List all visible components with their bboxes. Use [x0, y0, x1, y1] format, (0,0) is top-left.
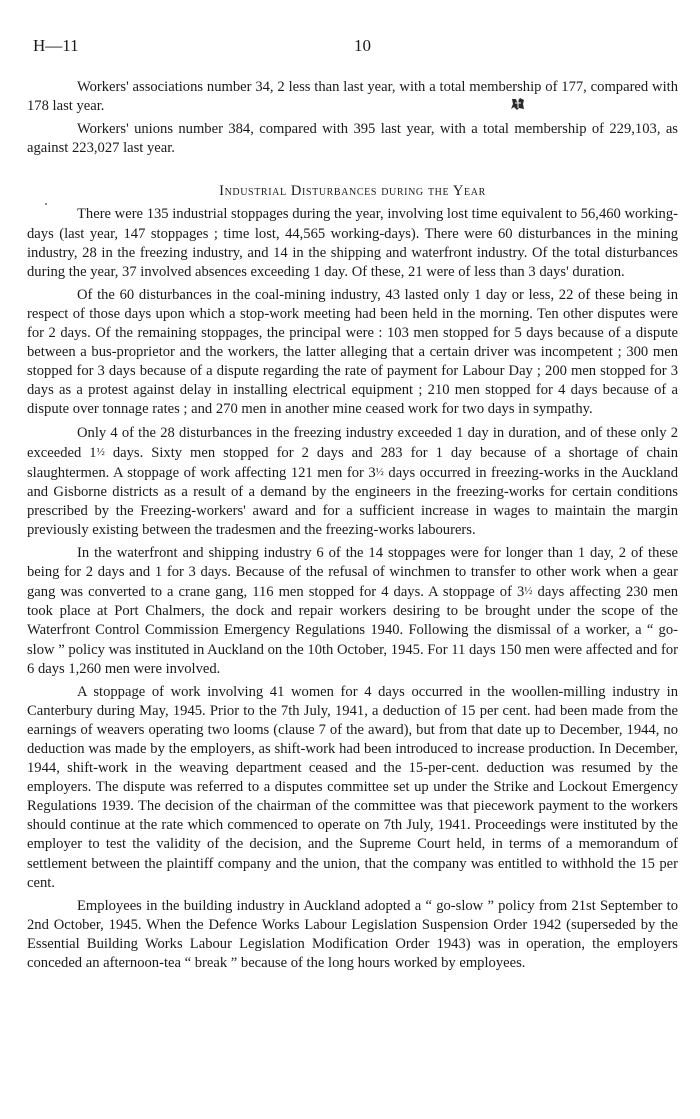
paragraph-waterfront-shipping — [27, 544, 678, 679]
page-header — [33, 36, 676, 58]
section-heading: Industrial Disturbances during the Year — [219, 183, 486, 200]
paragraph-woollen-milling: A stoppage of work involving 41 women for 4 days occurred in the woollen-milling industry in Canterbury during May, 1945. Prior to the 7th July, 1941, a deduction of 15 per cent. had been made from the earnings of weavers operating two looms (clause 7 of the award), but from that date up to December, 1944, no deduction was made by the employers, as shift-work had been introduced to increase production. In December, 1944, shift-work in the weaving department ceased and the 15-per-cent. deduction was resumed by the employers. The dispute was referred to a disputes committee set up under the Strike and Lockout Emergency Regulations 1939. The decision of the chairman of the committee was that piecework payment to the workers should continue at the rate which commenced to operate on 7th July, 1941. Proceedings were instituted by the employer to test the validity of the decision, and the Supreme Court held, in terms of a memorandum of settlement between the plaintiff company and the union, that the company was entitled to withhold the 15 per cent. — [27, 683, 678, 891]
fraction: ½ — [375, 465, 384, 478]
page-number: 10 — [354, 36, 371, 55]
fraction: ½ — [96, 445, 105, 458]
paragraph-coal-mining: Of the 60 disturbances in the coal-mining industry, 43 lasted only 1 day or less, 22 of these being in respect of those days upon which a stop-work meeting had been held in the morning. Ten other disputes were for 2 days. Of the remaining stoppages, the principal were : 103 men stopped for 5 days because of a dispute between a bus-proprietor and the workers, the latter alleging that a certain driver was incompetent ; 300 men stopped for 3 days because of a dispute regarding the rate of payment for Labour Day ; 200 men stopped for 3 days as a protest against delay in installing electrical equipment ; 210 men stopped for 4 days because of a dispute over tonnage rates ; and 270 men in another mine ceased work for two days in sympathy. — [27, 286, 678, 418]
fraction: ½ — [524, 585, 533, 598]
text-run: In the waterfront and shipping industry 6 of the 14 stoppages were for longer than 1 day, 2 of these being for 2 days and 1 for 3 days. Because of the refusal of winchmen to transfer to other work when a gear gang was converted to a crane gang, 116 men stopped for 4 days. A stoppage of 3 — [27, 545, 678, 601]
paragraph-freezing-industry — [27, 424, 678, 541]
text-run: days affecting 230 men took place at Port Chalmers, the dock and repair workers desiring to be brought under the scope of the Waterfront Control Commission Emergency Regulations 1940. Following the dismissal of a worker, a “ go-slow ” policy was instituted in Auckland on the 10th October, 1945. For 11 days 150 men were affected and for 6 days 1,260 men were involved. — [27, 584, 678, 677]
text-run: Only 4 of the 28 disturbances in the freezing industry exceeded 1 day in duration, and of these only 2 exceeded 1 — [27, 424, 678, 461]
paragraph-industrial-stoppages: There were 135 industrial stoppages during the year, involving lost time equivalent to 56,460 working-days (last year, 147 stoppages ; time lost, 44,565 working-days). There were 60 disturbances in the mining industry, 28 in the freezing industry, and 14 in the shipping and waterfront industry. Of the total disturbances during the year, 37 involved absences exceeding 1 day. Of these, 21 were of less than 3 days' duration. — [27, 206, 678, 280]
document-body — [27, 78, 678, 977]
paragraph-workers-unions: Workers' unions number 384, compared with 395 last year, with a total membership of 229,103, as against 223,027 last year. — [27, 121, 678, 157]
document-identifier: H—11 — [33, 36, 79, 55]
text-run: days. Sixty men stopped for 2 days and 283 for 1 day because of a shortage of chain slaughtermen. A stoppage of work affecting 121 men for 3 — [27, 444, 678, 481]
text-run: days occurred in freezing-works in the Auckland and Gisborne districts as a result of a demand by the engineers in the freezing-works for certain conditions prescribed by the Freezing-workers' award and for a sufficient increase in wages to maintain the margin previously existing between the tradesmen and the freezing-works labourers. — [27, 464, 678, 538]
paragraph-workers-associations: Workers' associations number 34, 2 less than last year, with a total membership of 177, compared with 178 last year. — [27, 79, 678, 115]
paragraph-building-industry: Employees in the building industry in Auckland adopted a “ go-slow ” policy from 21st September to 2nd October, 1945. When the Defence Works Labour Legislation Suspension Order 1942 (superseded by the Essential Building Works Labour Legislation Modification Order 1943) was in operation, the employers conceded an afternoon-tea “ break ” because of the long hours worked by employees. — [27, 897, 678, 972]
